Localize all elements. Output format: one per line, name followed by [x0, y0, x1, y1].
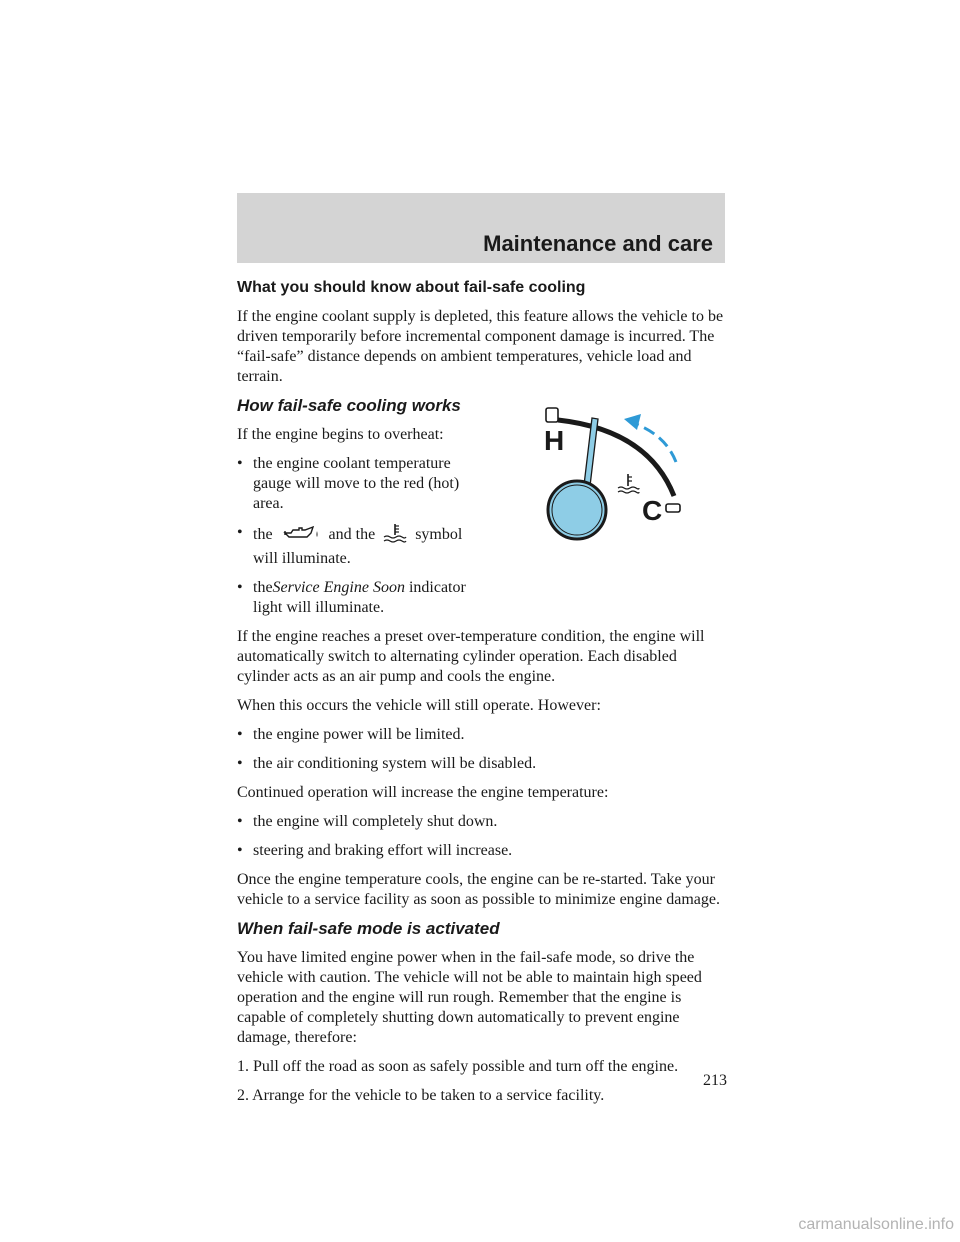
watermark: carmanualsonline.info	[798, 1216, 954, 1233]
continued-operation-paragraph: Continued operation will increase the engine temperature:	[237, 784, 609, 801]
direction-arrow-arc	[636, 424, 676, 462]
temperature-gauge-illustration	[540, 400, 690, 548]
list-item: • the engine power will be limited.	[237, 725, 729, 745]
page-number: 213	[703, 1072, 727, 1089]
overheat-lead: If the engine begins to overheat:	[237, 426, 444, 443]
failsafe-heading: When fail-safe mode is activated	[237, 919, 500, 938]
restart-paragraph: Once the engine temperature cools, the engine can be re-started. Take your vehicle to a service facility as soon as possible to minimize engine damage.	[237, 871, 720, 908]
step-1: 1. Pull off the road as soon as safely possible and turn off the engine.	[237, 1058, 679, 1075]
still-operate-paragraph: When this occurs the vehicle will still operate. However:	[237, 697, 601, 714]
hot-end-marker	[546, 408, 558, 422]
over-temp-paragraph: If the engine reaches a preset over-temperature condition, the engine will automatically switch to alternating cylinder operation. Each disabled cylinder acts as an air pump and cools the engine.	[237, 628, 705, 685]
overheat-bullets	[237, 454, 477, 618]
coolant-temp-icon	[618, 474, 639, 493]
list-item: • theService Engine Soon indicator light will illuminate.	[237, 578, 477, 618]
operate-bullets	[237, 725, 729, 774]
list-item: • steering and braking effort will increase.	[237, 841, 729, 861]
section-title: What you should know about fail-safe cooling	[237, 279, 586, 296]
list-item: • the engine coolant temperature gauge will move to the red (hot) area.	[237, 454, 477, 514]
arrow-head-icon	[624, 414, 641, 430]
list-item: • the engine will completely shut down.	[237, 812, 729, 832]
step-2: 2. Arrange for the vehicle to be taken to a service facility.	[237, 1087, 605, 1104]
continued-bullets	[237, 812, 729, 861]
intro-paragraph: If the engine coolant supply is depleted, this feature allows the vehicle to be driven temporarily before incremental component damage is incurred. The “fail-safe” distance depends on ambient temperatures, vehicle load and terrain.	[237, 308, 724, 385]
header-bar	[237, 193, 725, 263]
how-it-works-heading: How fail-safe cooling works	[237, 396, 461, 415]
chapter-title: Maintenance and care	[483, 231, 713, 256]
gauge-pivot	[548, 481, 606, 539]
gauge-cold-label: C	[642, 495, 663, 526]
failsafe-paragraph: You have limited engine power when in the fail-safe mode, so drive the vehicle with caution. The vehicle will not be able to maintain high speed operation and the engine will run rough. Remember that the engine is capable of completely shutting down automatically to prevent engine damage, therefore:	[237, 949, 702, 1046]
list-item: • the and the symbol will illuminate.	[237, 523, 477, 569]
coolant-temp-icon	[383, 523, 407, 549]
gauge-hot-label: H	[544, 425, 565, 456]
list-item: • the air conditioning system will be disabled.	[237, 754, 729, 774]
cold-end-marker	[666, 504, 680, 512]
oil-can-icon	[281, 525, 321, 549]
gauge-needle	[584, 418, 598, 486]
